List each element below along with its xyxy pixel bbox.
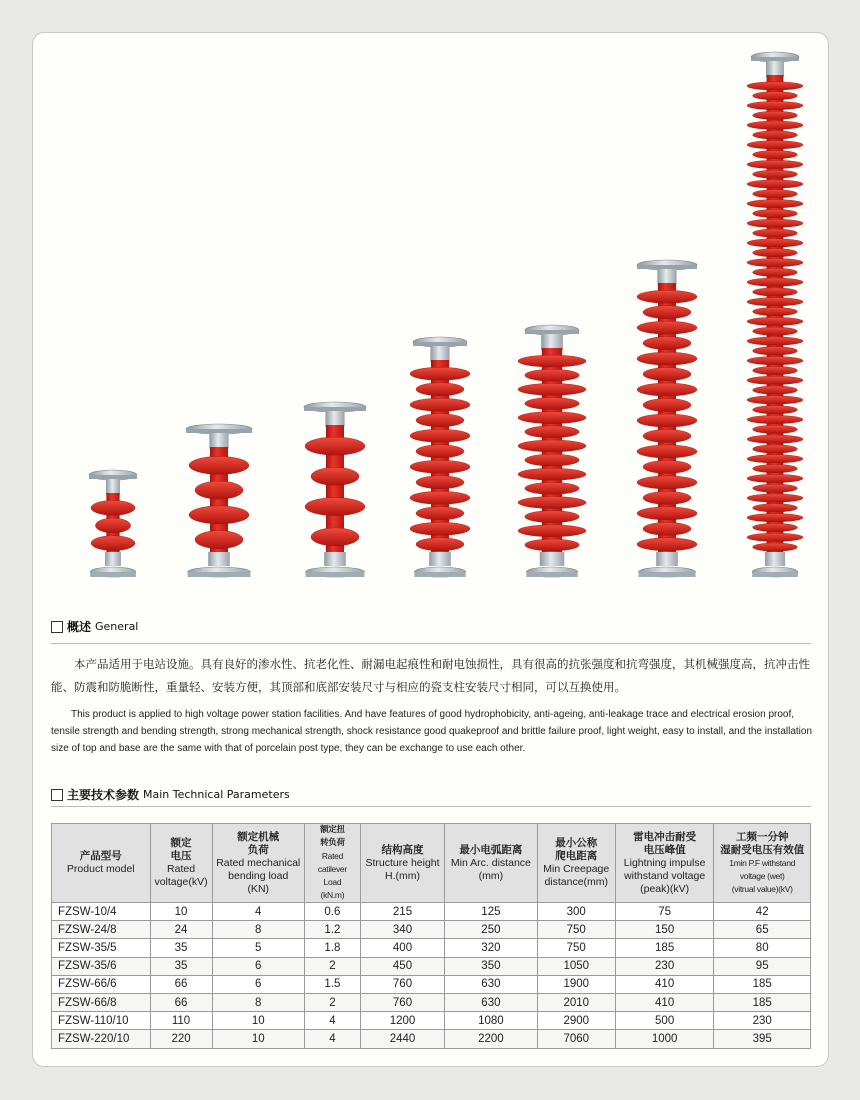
cell-model: FZSW-24/8 bbox=[52, 921, 151, 939]
insulator bbox=[186, 424, 252, 577]
cell-value: 410 bbox=[615, 975, 714, 993]
cell-value: 230 bbox=[714, 1012, 811, 1030]
cell-value: 410 bbox=[615, 993, 714, 1011]
cell-value: 42 bbox=[714, 903, 811, 921]
cell-value: 24 bbox=[150, 921, 212, 939]
table-row bbox=[52, 1030, 811, 1048]
checkbox-square-icon bbox=[51, 621, 63, 633]
col-arc-distance: 最小电弧距离 Min Arc. distance (mm) bbox=[445, 824, 537, 903]
cell-model: FZSW-110/10 bbox=[52, 1012, 151, 1030]
insulator bbox=[304, 402, 366, 577]
cell-value: 300 bbox=[537, 903, 615, 921]
col-mechanical-load: 额定机械 负荷 Rated mechanical bending load (KN) bbox=[212, 824, 304, 903]
cell-value: 2200 bbox=[445, 1030, 537, 1048]
cell-model: FZSW-66/6 bbox=[52, 975, 151, 993]
cell-value: 185 bbox=[714, 993, 811, 1011]
cell-value: 7060 bbox=[537, 1030, 615, 1048]
cell-value: 6 bbox=[212, 957, 304, 975]
cell-value: 1.5 bbox=[304, 975, 360, 993]
cell-value: 65 bbox=[714, 921, 811, 939]
cell-value: 500 bbox=[615, 1012, 714, 1030]
cell-model: FZSW-35/5 bbox=[52, 939, 151, 957]
cell-value: 185 bbox=[615, 939, 714, 957]
insulator bbox=[89, 470, 137, 577]
cell-value: 6 bbox=[212, 975, 304, 993]
cell-value: 4 bbox=[304, 1030, 360, 1048]
insulator bbox=[410, 337, 470, 577]
cell-model: FZSW-35/6 bbox=[52, 957, 151, 975]
cell-value: 630 bbox=[445, 975, 537, 993]
general-text-cn: 本产品适用于电站设施。具有良好的渗水性、抗老化性、耐漏电起痕性和耐电蚀损性，具有很高的抗张强度和抗弯强度，其机械强度高，抗冲击性能、防震和防脆断性，重量轻、安装方便，其顶部和底部安装尺寸与相应的瓷支柱安装尺寸相同，可以互换使用。 bbox=[51, 657, 810, 694]
product-sheet bbox=[32, 32, 829, 1067]
cell-value: 250 bbox=[445, 921, 537, 939]
cell-value: 8 bbox=[212, 921, 304, 939]
cell-value: 1050 bbox=[537, 957, 615, 975]
cell-value: 8 bbox=[212, 993, 304, 1011]
table-row bbox=[52, 921, 811, 939]
params-heading-cn: 主要技术参数 bbox=[67, 788, 140, 802]
cell-value: 230 bbox=[615, 957, 714, 975]
cell-value: 35 bbox=[150, 939, 212, 957]
cell-value: 66 bbox=[150, 975, 212, 993]
insulator bbox=[637, 260, 697, 577]
general-heading bbox=[51, 618, 138, 635]
cell-value: 1000 bbox=[615, 1030, 714, 1048]
general-heading-en: General bbox=[95, 620, 139, 633]
cell-model: FZSW-66/8 bbox=[52, 993, 151, 1011]
params-heading-en: Main Technical Parameters bbox=[143, 788, 290, 801]
cell-value: 630 bbox=[445, 993, 537, 1011]
cell-value: 150 bbox=[615, 921, 714, 939]
params-heading bbox=[51, 786, 290, 803]
col-lightning-impulse: 雷电冲击耐受 电压峰值 Lightning impulse withstand voltage (peak)(kV) bbox=[615, 824, 714, 903]
cell-value: 1.8 bbox=[304, 939, 360, 957]
table-row bbox=[52, 903, 811, 921]
cell-value: 750 bbox=[537, 939, 615, 957]
cell-value: 95 bbox=[714, 957, 811, 975]
cell-value: 75 bbox=[615, 903, 714, 921]
cell-value: 66 bbox=[150, 993, 212, 1011]
col-cantilever-load: 额定扭 转负荷 Rated catilever Load (kN.m) bbox=[304, 824, 360, 903]
cell-value: 10 bbox=[212, 1012, 304, 1030]
insulator bbox=[518, 325, 586, 577]
cell-value: 35 bbox=[150, 957, 212, 975]
cell-value: 400 bbox=[360, 939, 444, 957]
cell-value: 220 bbox=[150, 1030, 212, 1048]
cell-value: 760 bbox=[360, 975, 444, 993]
cell-model: FZSW-220/10 bbox=[52, 1030, 151, 1048]
cell-value: 5 bbox=[212, 939, 304, 957]
cell-value: 0.6 bbox=[304, 903, 360, 921]
cell-value: 395 bbox=[714, 1030, 811, 1048]
col-pf-withstand: 工频一分钟 湿耐受电压有效值 1min P.F withstand voltage (wet) (vitrual value)(kV) bbox=[714, 824, 811, 903]
params-divider bbox=[51, 806, 811, 807]
cell-value: 760 bbox=[360, 993, 444, 1011]
cell-value: 2 bbox=[304, 957, 360, 975]
insulator-product-photo bbox=[33, 33, 828, 603]
cell-value: 340 bbox=[360, 921, 444, 939]
cell-value: 4 bbox=[212, 903, 304, 921]
cell-value: 1.2 bbox=[304, 921, 360, 939]
cell-value: 10 bbox=[150, 903, 212, 921]
cell-value: 750 bbox=[537, 921, 615, 939]
cell-value: 2440 bbox=[360, 1030, 444, 1048]
table-row bbox=[52, 957, 811, 975]
table-row bbox=[52, 993, 811, 1011]
cell-model: FZSW-10/4 bbox=[52, 903, 151, 921]
cell-value: 1080 bbox=[445, 1012, 537, 1030]
col-creepage-distance: 最小公称 爬电距离 Min Creepage distance(mm) bbox=[537, 824, 615, 903]
general-text-en: This product is applied to high voltage power station facilities. And have features of good hydrophobicity, anti-ageing, anti-leakage trace and electrical erosion proof, tensile strength and bending strength, strong mechanical strength, shock resistance good quakeproof and brittle failure proof, light weight, easy to install, and the installation size of top and base are the same with that of porcelain post type, they can be exchange to use each other. bbox=[51, 709, 813, 754]
parameters-table bbox=[51, 823, 811, 1049]
table-header-row bbox=[52, 824, 811, 903]
cell-value: 215 bbox=[360, 903, 444, 921]
cell-value: 1900 bbox=[537, 975, 615, 993]
cell-value: 110 bbox=[150, 1012, 212, 1030]
cell-value: 2 bbox=[304, 993, 360, 1011]
general-divider bbox=[51, 643, 811, 644]
cell-value: 2010 bbox=[537, 993, 615, 1011]
col-structure-height: 结构高度 Structure height H.(mm) bbox=[360, 824, 444, 903]
general-heading-cn: 概述 bbox=[67, 620, 92, 634]
cell-value: 320 bbox=[445, 939, 537, 957]
cell-value: 10 bbox=[212, 1030, 304, 1048]
col-rated-voltage: 额定 电压 Rated voltage(kV) bbox=[150, 824, 212, 903]
insulator bbox=[747, 52, 803, 577]
table-row bbox=[52, 1012, 811, 1030]
cell-value: 80 bbox=[714, 939, 811, 957]
cell-value: 350 bbox=[445, 957, 537, 975]
cell-value: 4 bbox=[304, 1012, 360, 1030]
cell-value: 185 bbox=[714, 975, 811, 993]
cell-value: 125 bbox=[445, 903, 537, 921]
cell-value: 450 bbox=[360, 957, 444, 975]
table-row bbox=[52, 975, 811, 993]
table-row bbox=[52, 939, 811, 957]
cell-value: 1200 bbox=[360, 1012, 444, 1030]
col-product-model: 产品型号 Product model bbox=[52, 824, 151, 903]
checkbox-square-icon bbox=[51, 789, 63, 801]
cell-value: 2900 bbox=[537, 1012, 615, 1030]
